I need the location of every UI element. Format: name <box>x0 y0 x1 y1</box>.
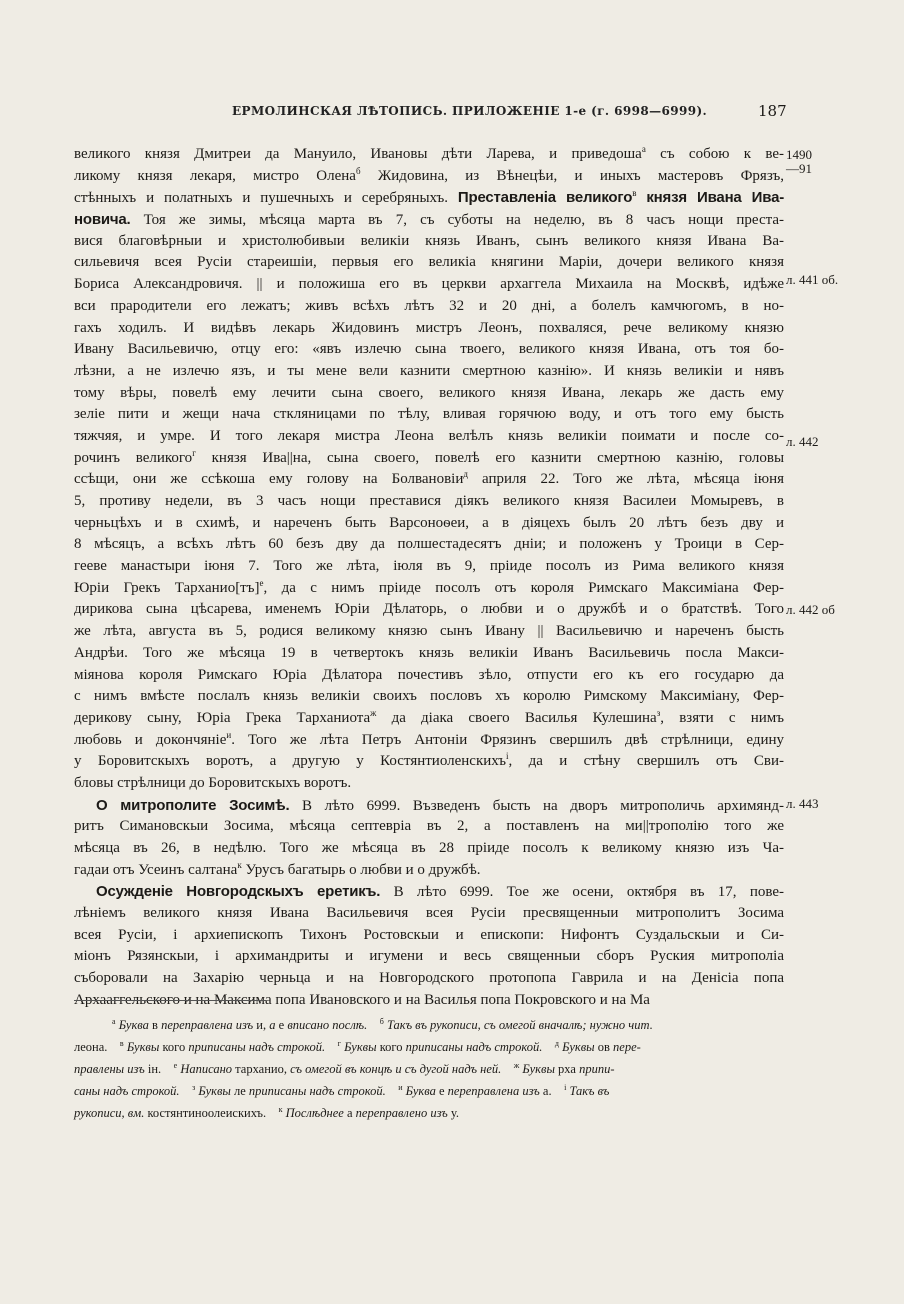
text-line: зеліе пити и жещи нача сткляницами по тѣлу, вливая горячюю воду, и отъ того ему бысть <box>74 406 784 423</box>
margin-year: —91 <box>786 161 812 176</box>
text-line: міянова короля Римскаго Юріа Дѣлатора почестивъ зѣло, отпусти его къ его государю да <box>74 666 784 683</box>
text-line: Осужденіе Новгородскыхъ еретикъ. В лѣто 6999. Тое же осени, октября въ 17, пове- <box>96 883 785 901</box>
text-line: тому вѣры, повелѣ ему лечити сына своего, великого князя Ивана, лекарь же дасть ему <box>74 384 784 401</box>
main-text <box>74 144 784 1012</box>
footnote-mark: е <box>259 577 264 588</box>
footnote-line: $^а$ Буква в переправлена изъ и, а е вписано послѣ. $^б$ Такъ въ рукописи, съ омегой вначалѣ; нужно чит. <box>112 1016 653 1032</box>
text-line: вися благовѣрныи и христолюбивыи великіи князь Иванъ, сынъ великого князя Ивана Ва- <box>74 232 784 249</box>
footnote-mark: к <box>237 859 242 870</box>
text-line: новича. Тоя же зимы, мѣсяца марта въ 7, съ суботы на неделю, въ 8 часъ нощи преста- <box>74 211 784 229</box>
text-line: сильевичя всея Русіи стареишіи, первыя его великіа княгини Маріи, дочери великого князя <box>74 254 784 271</box>
footnote-mark: д <box>463 469 468 480</box>
section-heading: Осужденіе Новгородскыхъ еретикъ. <box>96 883 381 901</box>
footnote-mark: в <box>632 188 637 199</box>
text-line: ссѣщи, они же ссѣкоша ему голову на Болвановіи$^д$ априля 22. Того же лѣта, мѣсяца іюня <box>74 469 784 488</box>
text-line: бловы стрѣлници до Боровитскыхъ воротъ. <box>74 774 352 791</box>
text-line: ритъ Симановскыи Зосима, мѣсяца септевріа въ 2, а поставленъ на ми||трополію того же <box>74 818 784 835</box>
text-line: Юріи Грекъ Тарханио[тъ]$^е$, да с нимъ пріиде посолъ отъ короля Римскаго Максиміана Фер- <box>74 577 784 596</box>
text-line: лѣніемъ великого князя Ивана Васильевичя всея Русіи пресвященныи митрополитъ Зосима <box>74 905 784 922</box>
footnote-divider <box>74 1000 266 1001</box>
text-line: великого князя Дмитреи да Мануило, Ивановы дѣти Ларева, и приведоша$^a$ съ собою к ве- <box>74 144 785 162</box>
text-line: любовь и докончяніе$^и$. Того же лѣта Петръ Антоніи Фрязинъ свершилъ двѣ стрѣлници, едину <box>74 729 784 748</box>
running-title: ЕРМОЛИНСКАЯ ЛѢТОПИСЬ. ПРИЛОЖЕНІЕ 1-е (г. 6998—6999). <box>232 104 708 118</box>
footnote-mark: ж <box>370 707 377 718</box>
footnote-line: правлены изъ iн. $^е$ Написано тарханио, съ омегой въ концѣ и съ дугой надъ ней. $^ж$ Буквы рха припи- <box>74 1060 615 1076</box>
text-line: геeве манастыри іюня 7. Того же лѣта, іюля въ 9, пріиде посолъ из Рима великого князя <box>74 558 784 575</box>
text-line: тяжчяя, и умре. И того лекаря мистра Леона велѣлъ князь великіи поимати и после со- <box>74 427 784 444</box>
section-heading: Преставленіа великого <box>457 189 633 207</box>
margin-folio: л. 442 <box>786 434 819 449</box>
text-line: Архааггельского и на Максима попа Ивановского и на Василья попа Покровского и на Ма <box>74 991 650 1008</box>
text-line: міонъ Рязянскыи, і архимандриты и игумени и весь священныи сборъ Руския митрополіа <box>74 948 784 965</box>
text-line: у Боровитскыхъ воротъ, а другую у Костянтиоленскихъ$^і$, да и стѣну свершилъ отъ Сви- <box>74 751 785 770</box>
footnote-mark: б <box>355 165 361 176</box>
text-line: мѣсяца въ 26, в недѣлю. Того же мѣсяца въ 28 пріиде посолъ к великому князю изъ Ча- <box>74 840 784 856</box>
text-line: дерикову сыну, Юріа Грека Тарханиота$^ж$ да діака своего Василья Кулешина$^з$, взяти с нимъ <box>74 707 785 726</box>
text-line: съборовали на Захарію черньца и на Новгородского протопопа Гаврила и на Денісіа попа <box>74 970 784 987</box>
page-number: 187 <box>758 102 787 120</box>
footnote-line: рукописи, вм. костянтиноолеискихъ. $^к$ Послѣднее а переправлено изъ у. <box>74 1104 460 1120</box>
text-line: ликому князя лекаря, мистро Олена$^б$ Жидовина, из Вѣнецѣи, и иныхъ мастеровъ Фрязъ, <box>74 165 785 184</box>
footnotes <box>74 1014 784 1124</box>
footnote-mark: з <box>656 707 661 718</box>
text-line: черньцѣхъ и в схимѣ, и нареченъ быть Варсоноѳеи, а в діяцехъ былъ 20 лѣтъ безъ дву и <box>74 514 784 531</box>
footnote-mark: и <box>226 729 232 740</box>
footnote-mark: a <box>641 144 646 154</box>
section-heading: О митрополите Зосимѣ. <box>96 796 290 814</box>
text-line: вси прародители его лежатъ; живъ всѣхъ лѣтъ 32 и 20 дні, а болелъ камчюгомъ, в но- <box>74 297 784 314</box>
text-line: с нимъ вмѣсте послалъ князь великіи своихъ пословъ хъ королю Римскому Максиміану, Фер- <box>74 688 784 705</box>
footnote-mark: г <box>192 447 196 458</box>
margin-folio: л. 442 об <box>786 602 835 617</box>
margin-year: 1490 <box>786 147 812 162</box>
text-line: рочинъ великого$^г$ князя Ива||на, сына своего, повелѣ его казнити смертною казнію, головы <box>74 447 785 466</box>
text-line: Андрѣи. Того же мѣсяца 19 в четвертокъ князь великіи Иванъ Васильевичь посла Макси- <box>74 644 784 661</box>
section-heading: князя Ивана Ива- <box>646 189 785 207</box>
margin-folio: л. 441 об. <box>786 272 839 287</box>
footnote-mark: і <box>505 751 509 762</box>
margin-folio: л. 443 <box>786 796 819 811</box>
page-header <box>0 104 904 128</box>
text-line: лѣзни, а не излечю язъ, и ты мене вели казнити смертною казнію». И князь великіи и нявъ <box>74 362 784 379</box>
text-line: дирикова сына цѣсарева, именемъ Юріи Дѣлаторь, о любви и о дружбѣ и о братствѣ. Того <box>74 601 784 618</box>
text-line: Бориса Александровичя. || и положиша его въ церкви архаггела Михаила на Москвѣ, идѣже <box>74 276 784 293</box>
text-line: гадаи отъ Усеинъ салтана$^к$ Урусъ багатырь о любви и о дружбѣ. <box>74 859 481 878</box>
text-line: Ивану Васильевичю, отцу его: «явъ излечю сына твоего, великого князя Ивана, отъ тоя бо- <box>74 341 784 358</box>
text-line: гахъ ходилъ. И видѣвъ лекарь Жидовинъ мистръ Леонъ, похваляся, рече великому князю <box>74 319 784 336</box>
footnote-line: леона. $^в$ Буквы кого приписаны надъ строкой. $^г$ Буквы кого приписаны надъ строкой. $^д$ Буквы ов пере- <box>74 1038 641 1054</box>
text-line: 5, противу недели, въ 3 часъ нощи преставися діякъ великого князя Василеи Момыревъ, в <box>74 493 784 509</box>
text-line: всея Русіи, і архиепископъ Тихонъ Ростовскыи и епископи: Нифонтъ Суздальскыи и Си- <box>74 926 784 943</box>
text-line: О митрополите Зосимѣ. В лѣто 6999. Възведенъ бысть на дворъ митрополичь архимянд- <box>96 796 784 814</box>
footnote-line: саны надъ строкой. $^з$ Буквы ле приписаны надъ строкой. $^и$ Буква е переправлена изъ а. $^і$ Такъ въ <box>74 1082 610 1098</box>
section-heading: новича. <box>74 211 131 229</box>
text-line: 8 мѣсяцъ, а всѣхъ лѣтъ 60 безъ дву да полшестадесятъ дніи; и положенъ у Троици в Сер- <box>74 536 784 553</box>
text-line: же лѣта, августа въ 5, родися великому князю сынъ Ивану || Васильевичю и нареченъ бысть <box>74 623 784 640</box>
text-line: стѣнныхъ и полатныхъ и пушечныхъ и серебряныхъ. Преставленіа великого$^в$ князя Ивана Ива- <box>74 188 785 207</box>
